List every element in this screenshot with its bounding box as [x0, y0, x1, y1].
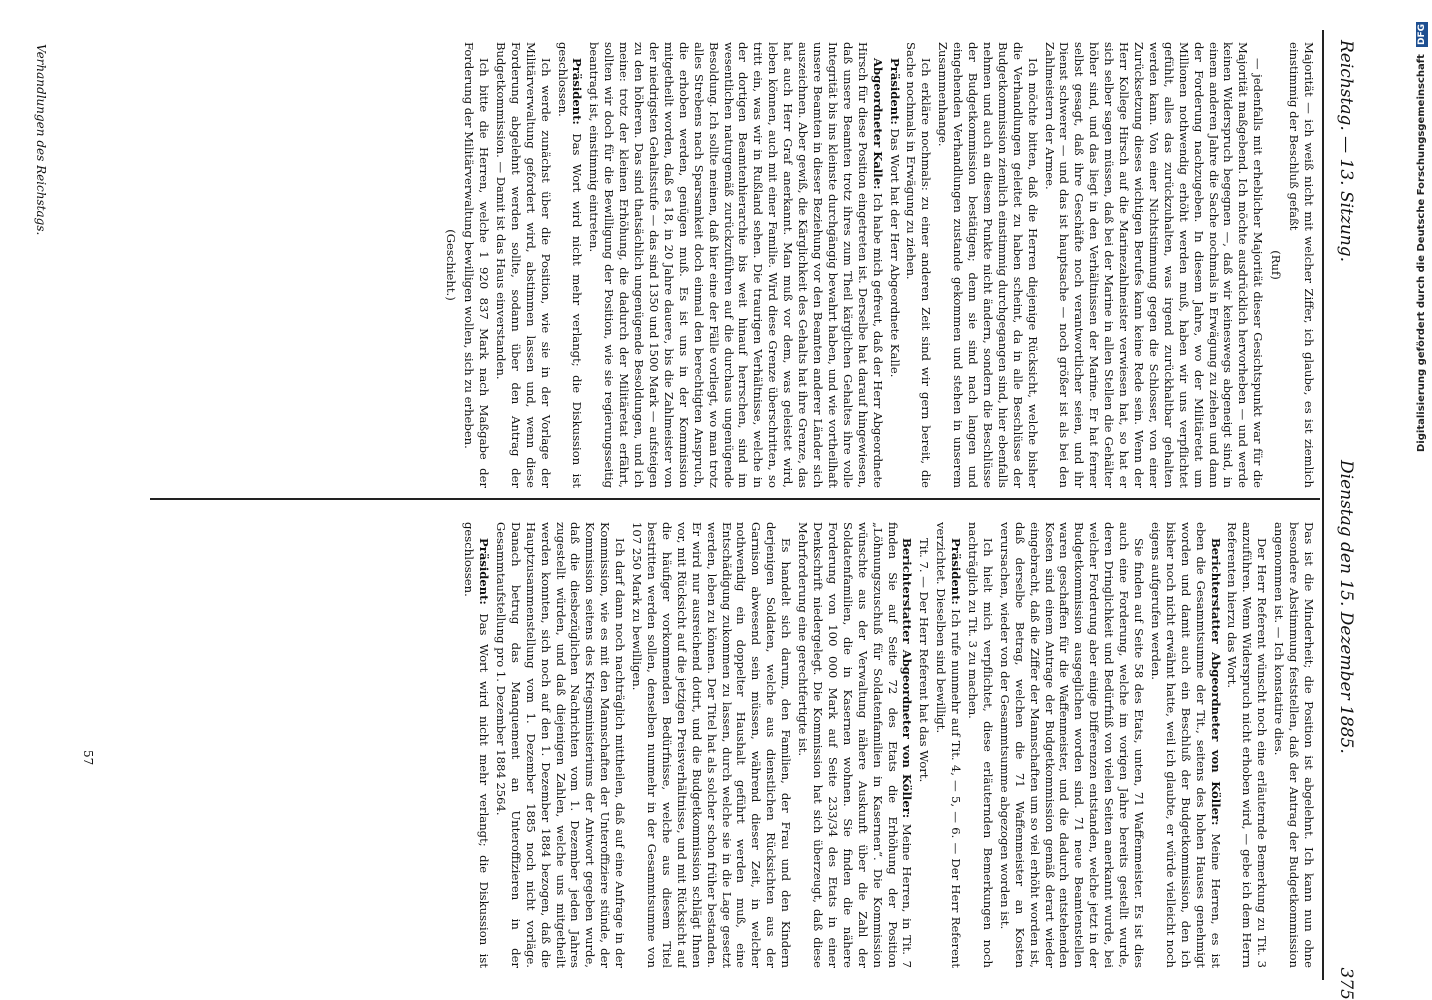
speaker-label: Abgeordneter Kalle: — [870, 58, 885, 190]
speaker-label: Präsident: — [477, 538, 492, 605]
paragraph: (Ruf) — [1269, 250, 1284, 280]
speaker-label: Berichterstatter Abgeordneter von Köller: — [900, 538, 915, 819]
footer-note: Verhandlungen des Reichstags. — [34, 44, 48, 236]
running-header-date: Dienstag den 15. Dezember 1885. — [1336, 460, 1356, 754]
header-rule — [1322, 30, 1324, 980]
paragraph: Abgeordneter Kalle: Ich habe mich gefreut, daß der Herr Abgeordnete Hirsch für diese Position eingetreten ist. Derselbe hat darauf hingewiesen, daß unsere Beamten trotz ihres zum Theil kärglichen Gehaltes ihre volle Integrität bis ins kleinste durchgängig bewahrt haben, und wie vortheilhaft unsere Beamten in dieser Beziehung vor den Beamten anderer Länder sich auszeichnen. Aber gewiß, die Kärglichkeit des Gehalts hat ihre Grenze, das hat auch Herr Graf anerkannt. Man muß vor dem, was geleistet wird, leben können, auch mit einer Familie. Wird diese Grenze überschritten, so tritt ein, was wir in Rußland sehen. Die traurigen Verhältnisse, welche in der dortigen Beamtenhierarchie bis weit hinauf herrschen, sind im wesentlichen naturgemäß zurückzuführen auf die durchaus ungenügende Besoldung. Ich sollte meinen, daß hier eine der Fälle vorliegt, wo man trotz alles Strebens nach Sparsamkeit doch einmal den berechtigten Anspruch, die erhoben werden, genügen muß. Es ist uns in der Kommission mitgetheilt worden, daß es 18, in 20 Jahre dauere, bis die Zahlmeister von der niedrigsten Gehaltsstufe — das sind 1350 und 1500 Mark — aufsteigen zu den höheren. Das sind thatsächlich ungenügende Besoldungen, und ich meine: trotz der kleinen Erhöhung, die dadurch der Militäretat erfährt, sollten wir doch für die Bewilligung der Position, wie sie regierungsseitig beantragt ist, einstimmig eintreten. — [587, 42, 885, 488]
paragraph: Sie finden auf Seite 58 des Etats, unten, 71 Waffenmeister. Es ist dies auch eine Forderung, welche im vorigen Jahre bereits gestellt wurde, deren Dringlichkeit und Bedürfniß von vielen Seiten anerkannt wurde, bei welcher Forderung aber einige Differenzen entstanden, welche jetzt in der Budgetkommission ausgeglichen worden sind. 71 neue Beamtenstellen waren geschaffen für die Waffenmeister, und die dadurch entstehenden Kosten sind einem Antrage der Budgetkommission gemäß derart wieder eingebracht, daß die Ziffer der Mannschaften um so viel erhöht worden ist, daß derselbe Betrag, welchen die 71 Waffenmeister an Kosten verursachen, wieder von der Gesammtsumme abgezogen worden ist. — [997, 522, 1147, 968]
paragraph: Ich werde zunächst über die Position, wie sie in der Vorlage der Militärverwaltung gefordert wird, abstimmen lassen und, wenn diese Forderung abgelehnt werden sollte, sodann über den Antrag der Budgetkommission. — Damit ist das Haus einverstanden. — [493, 42, 553, 488]
paragraph: Ich bitte die Herren, welche 1 920 837 Mark nach Maßgabe der Forderung der Militärverwaltung bewilligen wollen, sich zu erheben. — [462, 42, 492, 488]
speaker-label: Präsident: — [949, 538, 964, 605]
paragraph: Das ist die Minderheit; die Position ist abgelehnt. Ich kann nun ohne besondere Abstimmung feststellen, daß der Antrag der Budgetkommission angenommen ist. — Ich konstatire dies. — [1272, 522, 1316, 968]
digitization-text: Digitalisierung gefördert durch die Deutsche Forschungsgemeinschaft — [1416, 53, 1427, 452]
paragraph: Präsident: Das Wort wird nicht mehr verlangt; die Diskussion ist geschlossen. — [555, 42, 585, 488]
text-column-right — [46, 522, 1316, 968]
speaker-label: Präsident: — [570, 58, 585, 125]
dfg-logo: DFG — [1417, 24, 1427, 46]
paragraph: Majorität — ich weiß nicht mit welcher Ziffer, ich glaube, es ist ziemlich einstimmig der Beschluß gefaßt — [1287, 42, 1316, 488]
paragraph: Der Herr Referent wünscht noch eine erläuternde Bemerkung zu Tit. 3 anzuführen. Wenn Widerspruch nicht erhoben wird, — gebe ich dem Herrn Referenten hierzu das Wort. — [1225, 522, 1270, 968]
paragraph: (Geschieht.) — [444, 229, 459, 301]
paragraph: Präsident: Das Wort wird nicht mehr verlangt; die Diskussion ist geschlossen. — [462, 522, 492, 968]
paragraph: Ich erkläre nochmals: zu einer anderen Zeit sind wir gern bereit, die Sache nochmals in Erwägung zu ziehen. — [904, 42, 934, 488]
column-divider — [150, 498, 1320, 500]
paragraph: Berichterstatter Abgeordneter von Köller: Meine Herren, in Tit. 7 finden Sie auf Seite 72 des Etats die Erhöhung der Position „Löhnungszuschuß für Soldatenfamilien in Kasernen“. Die Kommission wünschte aus der Verwaltung nähere Auskunft über die Zahl der Soldatenfamilien, die in Kasernen wohnen. Sie finden die nähere Forderung von 100 000 Mark auf Seite 233/34 des Etats in einer Denkschrift niedergelegt. Die Kommission hat sich überzeugt, daß diese Mehrforderung eine gerechtfertigte ist. — [796, 522, 915, 968]
paragraph: — jedenfalls mit erheblicher Majorität dieser Gesichtspunkt war für die Majorität maßgebend. Ich möchte ausdrücklich hervorheben — und werde keinen Widerspruch begegnen —, daß wir keineswegs abgeneigt sind, in einem anderen Jahre die Sache nochmals in Erwägung zu ziehen und dann der Forderung nachzugeben. In diesem Jahre, wo der Militäretat um Millionen nothwendig erhöht werden muß, haben wir uns verpflichtet gefühlt, alles das zurückzuhalten, was irgend zurückhaltbar gehalten werden kann. Von einer Nichtstimmung gegen die Schlosser, von einer Zurücksetzung dieses wichtigen Berufes kann keine Rede sein. Wenn der Herr Kollege Hirsch auf die Marinezahlmeister verwiesen hat, so hat er sich selber sagen müssen, daß bei der Marine in allen Stellen die Gehälter höher sind, und das liegt in den Verhältnissen der Marine. Er hat ferner selbst gesagt, daß ihre Geschäfte noch verantwortlicher seien, und ihr Dienst schwerer — und das ist hauptsache — noch größer ist als bei den Zahlmeistern der Armee. — [1042, 42, 1266, 488]
paragraph: Ich hielt mich verpflichtet, diese erläuternden Bemerkungen noch nachträglich zu Tit. 3 zu machen. — [966, 522, 995, 968]
paragraph: Ich darf dann noch nachträglich mittheilen, daß auf eine Anfrage in der Kommission, wie es mit den Mannschaften der Unteroffiziere stünde, der Kommission seitens des Kriegsministeriums der Antwort gegeben wurde, daß die diesbezüglichen Nachrichten vom 1. Dezember jeden Jahres zugestellt würden, und daß diejenigen Zahlen, welche uns mitgetheilt werden konnten, sich noch auf den 1. Dezember 1884 bezogen, daß die Hauptzusammenstellung vom 1. Dezember 1885 noch nicht vorläge. Danach betrug das Manquement an Unteroffizieren in der Gesammtaufstellung pro 1. Dezember 1884 2564. — [493, 522, 628, 968]
speaker-label: Berichterstatter Abgeordneter von Köller: — [1208, 538, 1223, 826]
paragraph: Ich möchte bitten, daß die Herren diejenige Rücksicht, welche bisher die Verhandlungen geleitet zu haben scheint, da in alle Beschlüsse der Budgetkommission ziemlich einstimmig durchgegangen sind, hier ebenfalls nehmen und auch an diesem Punkte nicht ändern, sondern die Beschlüsse der Budgetkommission bestätigen; denn sie sind nach langen und eingehenden Verhandlungen zustande gekommen und stehen in unserem Zusammenhange. — [936, 42, 1040, 488]
speaker-label: Präsident: — [887, 58, 902, 125]
paragraph: Präsident: Das Wort hat der Herr Abgeordnete Kalle. — [887, 58, 902, 378]
paragraph: Berichterstatter Abgeordneter von Köller: Meine Herren, es ist eben die Gesammtsumme der Tit., seitens des hohen Hauses genehmigt worden und damit auch ein Beschluß der Budgetkommission, den ich bisher noch nicht erwähnt hatte, weil ich glaubte, er würde vielleicht noch eigens aufgerufen werden. — [1148, 522, 1223, 968]
paragraph: Es handelt sich darum, den Familien, der Frau und den Kindern derjenigen Soldaten, welche aus dienstlichen Rücksichten aus der Garnison abwesend sein müssen, während dieser Zeit, in welcher nothwendig ein doppelter Haushalt geführt werden muß, eine Entschädigung zukommen zu lassen, durch welche sie in die Lage gesetzt werden, leben zu können. Der Titel hat als solcher schon früher bestanden. Er wird nur ausreichend dotirt, und die Budgetkommission schlägt Ihnen vor, mit Rücksicht auf die jetzigen Preisverhältnisse, und mit Rücksicht auf die häufiger vorkommenden Bedürfnisse, welche aus diesem Titel bestritten werden sollen, denselben nunmehr in der Gesammtsumme von 107 250 Mark zu bewilligen. — [630, 522, 794, 968]
signature-number: 57 — [81, 750, 95, 766]
paragraph: Tit. 7. — Der Herr Referent hat das Wort. — [917, 538, 932, 783]
digitization-notice — [1416, 22, 1430, 982]
paragraph: Präsident: Ich rufe nunmehr auf Tit. 4, — 5, — 6. — Der Herr Referent verzichtet. Dieselben sind bewilligt. — [934, 522, 964, 968]
running-header-left: Reichstag. — 13. Sitzung. — [1336, 40, 1356, 263]
page-number: 375 — [1336, 967, 1356, 1000]
text-column-left — [46, 42, 1316, 488]
